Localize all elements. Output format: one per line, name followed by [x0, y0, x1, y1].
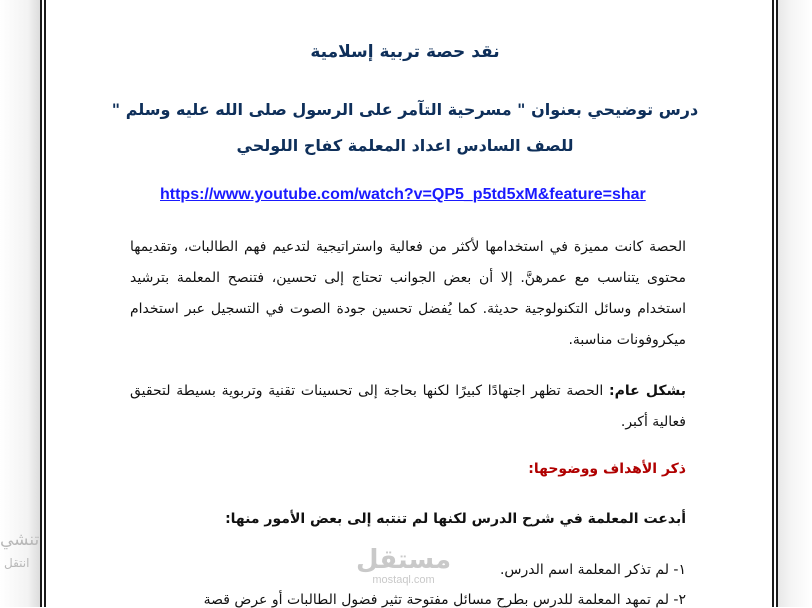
- lesson-heading: أبدعت المعلمة في شرح الدرس لكنها لم تنتبه إلى بعض الأمور منها:: [225, 511, 686, 527]
- paragraph-summary: الحصة كانت مميزة في استخدامها لأكثر من فعالية واستراتيجية لتدعيم فهم الطالبات، وتقديمها محتوى يتناسب مع عمرهنَّ. إلا أن بعض الجوانب تحتاج إلى تحسين، فتنصح المعلمة بترشيد استخدام وسائل التكنولوجية حديثة. كما يُفضل تحسين جودة الصوت في التسجيل عبر استخدام ميكروفونات مناسبة.: [130, 239, 686, 348]
- watermark-domain: mostaql.com: [372, 574, 435, 586]
- document-subtitle-line1: درس توضيحي بعنوان " مسرحية التآمر على الرسول صلى الله عليه وسلم ": [111, 100, 699, 119]
- left-margin-area: [0, 0, 40, 607]
- document-page: [50, 0, 760, 607]
- paragraph-overall-label: بشكل عام:: [609, 383, 686, 399]
- document-subtitle-line2: للصف السادس اعداد المعلمة كفاح اللولحي: [236, 136, 574, 155]
- page-border-left-inner: [44, 0, 46, 607]
- document-title: نقد حصة تربية إسلامية: [310, 42, 500, 62]
- paragraph-overall: [130, 376, 686, 438]
- youtube-link[interactable]: https://www.youtube.com/watch?v=QP5_p5td5xM&feature=shar: [160, 186, 646, 203]
- overlay-goto-text: انتقل: [4, 556, 30, 570]
- objectives-heading: ذكر الأهداف ووضوحها:: [528, 461, 686, 477]
- watermark-logo-text: مستقل: [356, 545, 452, 575]
- paragraph-overall-text: الحصة تظهر اجتهادًا كبيرًا لكنها بحاجة إلى تحسينات تقنية وتربوية بسيطة لتحقيق فعالية أكبر.: [130, 383, 686, 430]
- list-item: ٢- لم تمهد المعلمة للدرس بطرح مسائل مفتوحة تثير فضول الطالبات أو عرض قصة: [203, 592, 686, 608]
- mostaql-watermark: [356, 546, 451, 586]
- list-item: ١- لم تذكر المعلمة اسم الدرس.: [499, 562, 686, 578]
- page-border-right-inner: [772, 0, 774, 607]
- page-border-left: [40, 0, 42, 607]
- right-margin-area: [778, 0, 812, 607]
- overlay-activate-text: تنشي: [0, 530, 40, 550]
